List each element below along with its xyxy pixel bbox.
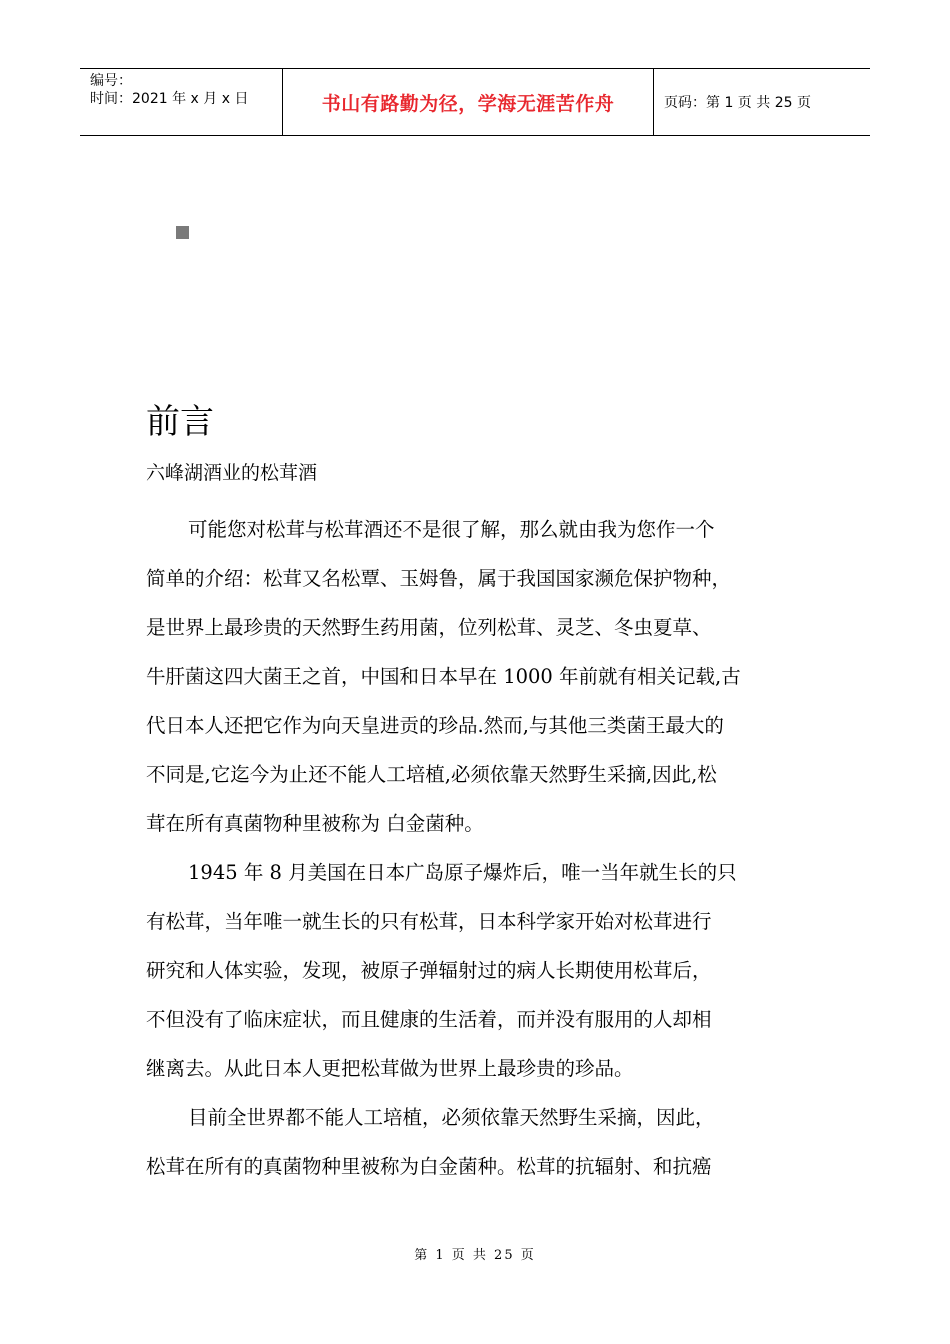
body-line: 牛肝菌这四大菌王之首，中国和日本早在 1000 年前就有相关记载,古 xyxy=(146,665,741,688)
body-line: 可能您对松茸与松茸酒还不是很了解，那么就由我为您作一个 xyxy=(188,518,715,541)
body-line: 不同是,它迄今为止还不能人工培植,必须依靠天然野生采摘,因此,松 xyxy=(146,763,717,786)
body-line: 研究和人体实验，发现，被原子弹辐射过的病人长期使用松茸后， xyxy=(146,959,712,982)
body-line: 1945 年 8 月美国在日本广岛原子爆炸后，唯一当年就生长的只 xyxy=(188,861,737,884)
document-header xyxy=(80,68,870,136)
body-line: 有松茸，当年唯一就生长的只有松茸，日本科学家开始对松茸进行 xyxy=(146,910,712,933)
header-motto: 书山有路勤为径，学海无涯苦作舟 xyxy=(282,69,654,135)
header-page-info: 页码：第 1 页 共 25 页 xyxy=(664,95,811,111)
header-time-label: 时间：2021 年 x 月 x 日 xyxy=(90,91,249,107)
header-meta xyxy=(80,69,282,135)
page-subtitle: 六峰湖酒业的松茸酒 xyxy=(146,462,318,484)
body-line: 继离去。从此日本人更把松茸做为世界上最珍贵的珍品。 xyxy=(146,1057,634,1080)
page-footer: 第 1 页 共 25 页 xyxy=(414,1248,536,1263)
body-line: 代日本人还把它作为向天皇进贡的珍品.然而,与其他三类菌王最大的 xyxy=(146,714,724,737)
page-title: 前言 xyxy=(146,402,214,442)
body-text xyxy=(146,505,808,1191)
body-line: 松茸在所有的真菌物种里被称为白金菌种。松茸的抗辐射、和抗癌 xyxy=(146,1155,712,1178)
body-line: 目前全世界都不能人工培植，必须依靠天然野生采摘，因此， xyxy=(188,1106,715,1129)
header-number-label: 编号： xyxy=(90,73,132,89)
body-line: 是世界上最珍贵的天然野生药用菌，位列松茸、灵芝、冬虫夏草、 xyxy=(146,616,712,639)
body-line: 不但没有了临床症状，而且健康的生活着，而并没有服用的人却相 xyxy=(146,1008,712,1031)
body-line: 简单的介绍：松茸又名松覃、玉姆鲁，属于我国国家濒危保护物种， xyxy=(146,567,732,590)
body-line: 茸在所有真菌物种里被称为 白金菌种。 xyxy=(146,812,484,835)
bullet-square-icon xyxy=(176,226,189,239)
